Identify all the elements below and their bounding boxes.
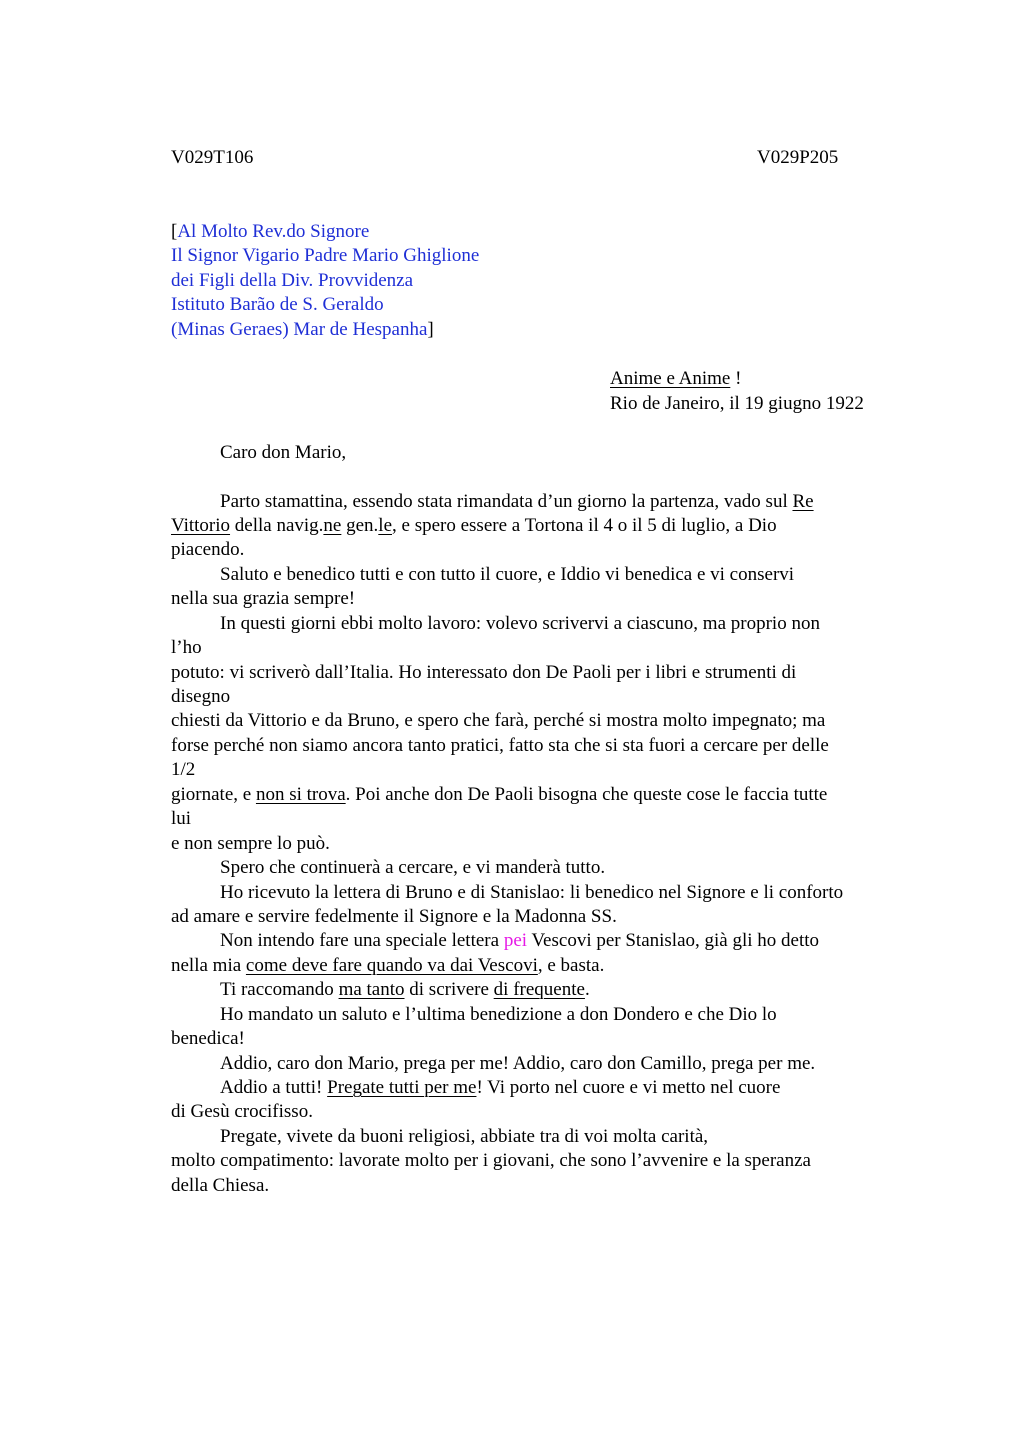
body-text: ! Vi porto nel cuore e vi metto nel cuore <box>476 1077 781 1098</box>
motto <box>610 367 741 391</box>
body-text: di scrivere <box>404 979 494 1000</box>
body-line <box>220 929 819 953</box>
body-line: 1/2 <box>171 759 196 780</box>
body-line: Saluto e benedico tutti e con tutto il cuore, e Iddio vi benedica e vi conservi <box>220 564 795 585</box>
body-line: nella sua grazia sempre! <box>171 588 356 609</box>
body-text: , e basta. <box>537 955 605 976</box>
address-line-4: Istituto Barão de S. Geraldo <box>171 294 384 315</box>
body-line: disegno <box>171 686 231 707</box>
body-line: piacendo. <box>171 539 245 560</box>
body-text: nella mia <box>171 955 246 976</box>
body-text: giornate, e <box>171 784 256 805</box>
underlined-text: ne <box>323 515 342 536</box>
address-line-5 <box>171 318 434 342</box>
body-line: della Chiesa. <box>171 1175 270 1196</box>
body-line: Spero che continuerà a cercare, e vi manderà tutto. <box>220 857 606 878</box>
body-line: chiesti da Vittorio e da Bruno, e spero che farà, perché si mostra molto impegnato; ma <box>171 710 826 731</box>
address-line-3: dei Figli della Div. Provvidenza <box>171 270 414 291</box>
body-line: molto compatimento: lavorate molto per i giovani, che sono l’avvenire e la speranza <box>171 1150 811 1171</box>
body-text: . Poi anche don De Paoli bisogna che queste cose le faccia tutte <box>345 784 828 805</box>
body-text: Ti raccomando <box>220 979 339 1000</box>
underlined-text: ma tanto <box>338 979 405 1000</box>
underlined-text: come deve fare quando va dai Vescovi <box>245 955 538 976</box>
body-text: , e spero essere a Tortona il 4 o il 5 di luglio, a Dio <box>392 515 777 536</box>
underlined-text: Pregate tutti per me <box>327 1077 477 1098</box>
body-line <box>171 954 604 978</box>
body-text: . <box>584 979 590 1000</box>
address-close-bracket: ] <box>427 319 434 340</box>
body-line: Ho ricevuto la lettera di Bruno e di Stanislao: li benedico nel Signore e li conforto <box>220 882 844 903</box>
body-text: della navig. <box>230 515 324 536</box>
body-line <box>220 978 590 1002</box>
body-text: Non intendo fare una speciale lettera <box>220 930 504 951</box>
document-code-right: V029P205 <box>757 147 839 168</box>
body-line: l’ho <box>171 637 202 658</box>
body-line <box>220 490 814 514</box>
body-text: gen. <box>341 515 379 536</box>
motto-text: Anime e Anime <box>610 368 731 389</box>
salutation: Caro don Mario, <box>220 442 347 463</box>
underlined-text: non si trova <box>255 784 346 805</box>
body-text: Parto stamattina, essendo stata rimandata d’un giorno la partenza, vado sul <box>220 491 793 512</box>
body-text: Vescovi per Stanislao, già gli ho detto <box>527 930 820 951</box>
underlined-text: le <box>378 515 393 536</box>
underlined-text: Re <box>792 491 814 512</box>
body-line: lui <box>171 808 192 829</box>
body-line: Ho mandato un saluto e l’ultima benedizione a don Dondero e che Dio lo <box>220 1004 777 1025</box>
motto-suffix: ! <box>730 368 742 389</box>
address-open-bracket: [ <box>171 221 178 242</box>
body-line: forse perché non siamo ancora tanto pratici, fatto sta che si sta fuori a cercare per delle <box>171 735 829 756</box>
document-code-left: V029T106 <box>171 147 254 168</box>
body-line: ad amare e servire fedelmente il Signore e la Madonna SS. <box>171 906 617 927</box>
address-line-2: Il Signor Vigario Padre Mario Ghiglione <box>171 245 480 266</box>
body-line: In questi giorni ebbi molto lavoro: volevo scrivervi a ciascuno, ma proprio non <box>220 613 820 634</box>
place-date: Rio de Janeiro, il 19 giugno 1922 <box>610 393 864 414</box>
body-line: potuto: vi scriverò dall’Italia. Ho interessato don De Paoli per i libri e strumenti di <box>171 662 797 683</box>
body-line <box>220 1076 780 1100</box>
body-line: Pregate, vivete da buoni religiosi, abbiate tra di voi molta carità, <box>220 1126 709 1147</box>
address-line-5-text: (Minas Geraes) Mar de Hespanha <box>171 319 428 340</box>
body-line <box>171 783 827 807</box>
body-text: Addio a tutti! <box>220 1077 328 1098</box>
underlined-text: Vittorio <box>171 515 231 536</box>
body-line <box>171 514 777 538</box>
address-line-1-text: Al Molto Rev.do Signore <box>177 221 370 242</box>
body-line: Addio, caro don Mario, prega per me! Addio, caro don Camillo, prega per me. <box>220 1053 816 1074</box>
underlined-text: di frequente <box>493 979 585 1000</box>
address-line-1 <box>171 220 369 244</box>
body-line: di Gesù crocifisso. <box>171 1101 313 1122</box>
body-line: benedica! <box>171 1028 245 1049</box>
highlighted-text: pei <box>503 930 528 951</box>
body-line: e non sempre lo può. <box>171 833 330 854</box>
